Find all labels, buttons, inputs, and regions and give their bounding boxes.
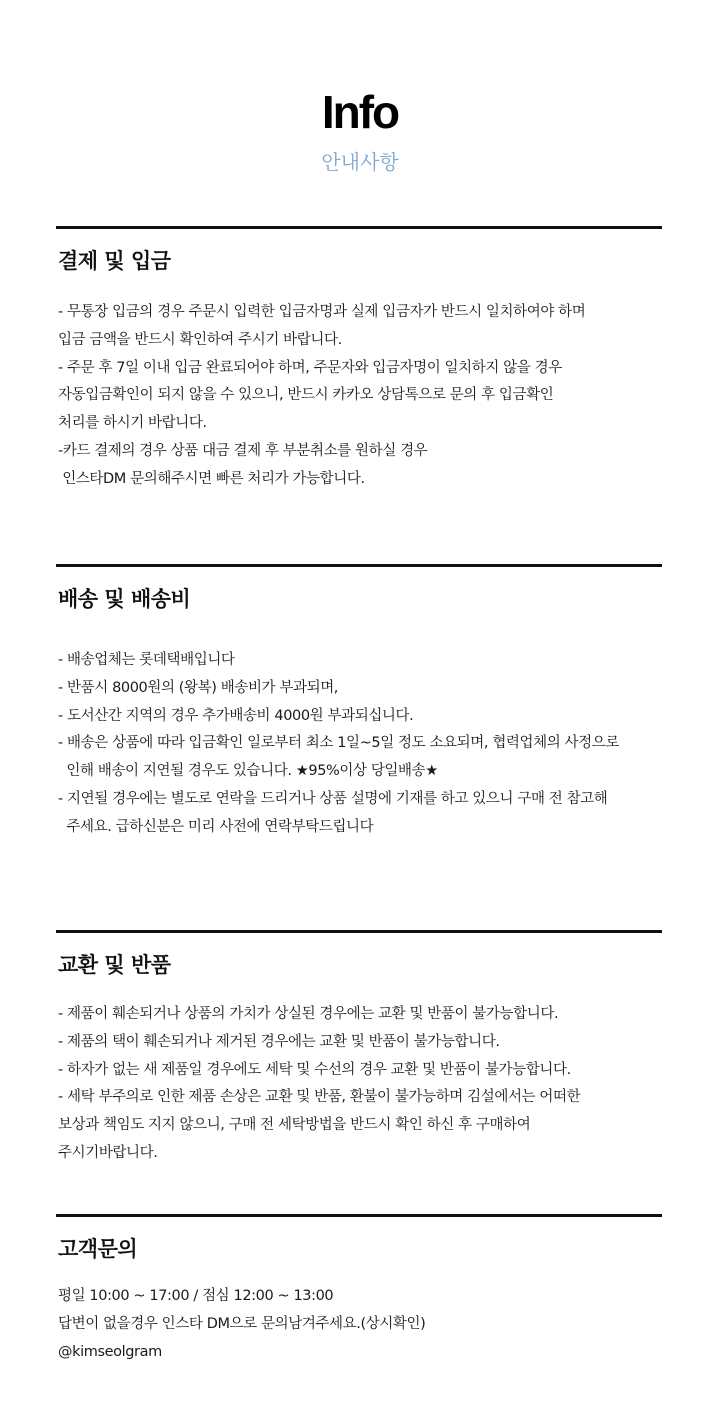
return-info-list [56, 1001, 662, 1168]
section-divider [56, 564, 662, 567]
section-divider [56, 1214, 662, 1217]
info-line: - 제품이 훼손되거나 상품의 가치가 상실된 경우에는 교환 및 반품이 불가능합니다. [58, 1006, 559, 1022]
info-line: -카드 결제의 경우 상품 대금 결제 후 부분취소를 원하실 경우 [58, 442, 428, 459]
info-line: 주시기바랍니다. [58, 1144, 158, 1161]
info-line: - 하자가 없는 새 제품일 경우에도 세탁 및 수선의 경우 교환 및 반품이 불가능합니다. [58, 1061, 571, 1078]
shipping-info-list [56, 647, 662, 842]
payment-info-list [56, 299, 662, 494]
shipping-section [56, 564, 662, 842]
section-heading: 고객문의 [58, 1237, 138, 1261]
instagram-handle: @kimseolgram [58, 1343, 162, 1360]
info-line: - 도서산간 지역의 경우 추가배송비 4000원 부과되십니다. [58, 707, 414, 724]
info-line: - 세탁 부주의로 인한 제품 손상은 교환 및 반품, 환불이 불가능하며 김설에서는 어떠한 [58, 1089, 581, 1106]
section-divider [56, 930, 662, 933]
info-line: 입금 금액을 반드시 확인하여 주시기 바랍니다. [58, 331, 342, 348]
page-title: Info [321, 86, 399, 138]
info-line: - 배송은 상품에 따라 입금확인 일로부터 최소 1일~5일 정도 소요되며, 협력업체의 사정으로 [58, 735, 619, 752]
info-line: 처리를 하시기 바랍니다. [58, 415, 207, 432]
business-hours: 평일 10:00 ~ 17:00 / 점심 12:00 ~ 13:00 [58, 1288, 334, 1304]
payment-section [56, 226, 662, 494]
info-line: - 반품시 8000원의 (왕복) 배송비가 부과되며, [58, 679, 339, 696]
info-line: - 무통장 입금의 경우 주문시 입력한 입금자명과 실제 입금자가 반드시 일치하여야 하며 [58, 304, 586, 320]
page-subtitle: 안내사항 [321, 150, 399, 174]
info-line: 자동입금확인이 되지 않을 수 있으니, 반드시 카카오 상담톡으로 문의 후 입금확인 [58, 387, 554, 404]
info-line: - 지연될 경우에는 별도로 연락을 드리거나 상품 설명에 기재를 하고 있으니 구매 전 참고해 [58, 790, 608, 807]
return-section [56, 930, 662, 1168]
section-heading: 배송 및 배송비 [58, 587, 191, 611]
info-line: - 제품의 택이 훼손되거나 제거된 경우에는 교환 및 반품이 불가능합니다. [58, 1033, 500, 1050]
info-line: 인스타DM 문의해주시면 빠른 처리가 가능합니다. [58, 470, 365, 487]
info-line: - 배송업체는 롯데택배입니다 [58, 652, 235, 668]
info-line: 인해 배송이 지연될 경우도 있습니다. ★95%이상 당일배송★ [58, 763, 438, 780]
contact-info-list [56, 1283, 662, 1366]
section-heading: 교환 및 반품 [58, 953, 171, 977]
info-line: 주세요. 급하신분은 미리 사전에 연락부탁드립니다 [58, 818, 374, 835]
section-divider [56, 226, 662, 229]
info-line: 보상과 책임도 지지 않으니, 구매 전 세탁방법을 반드시 확인 하신 후 구매하여 [58, 1117, 531, 1134]
contact-section [56, 1214, 662, 1366]
contact-note: 답변이 없을경우 인스타 DM으로 문의남겨주세요.(상시확인) [58, 1315, 426, 1332]
section-heading: 결제 및 입금 [58, 249, 171, 273]
info-line: - 주문 후 7일 이내 입금 완료되어야 하며, 주문자와 입금자명이 일치하지 않을 경우 [58, 359, 562, 376]
